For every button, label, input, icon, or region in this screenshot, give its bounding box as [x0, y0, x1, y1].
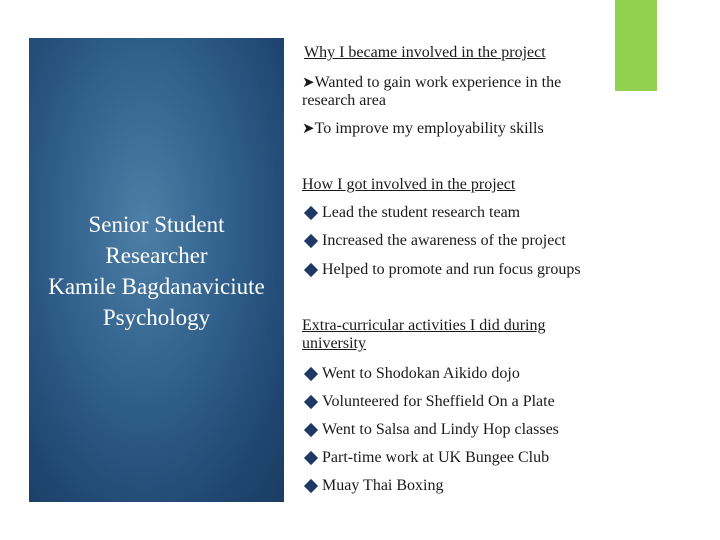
list-item: Part-time work at UK Bungee Club — [302, 449, 549, 467]
list-item: Went to Salsa and Lindy Hop classes — [302, 421, 559, 439]
presenter-title — [29, 209, 284, 333]
accent-bar — [615, 0, 657, 91]
department: Psychology — [102, 305, 211, 330]
arrow-icon: ➤ — [302, 121, 315, 137]
diamond-icon — [304, 451, 318, 465]
section-heading-extracurricular: Extra-curricular activities I did during university — [302, 317, 546, 352]
title-line: Senior Student — [88, 212, 225, 237]
list-item: Muay Thai Boxing — [302, 477, 443, 495]
list-item: Helped to promote and run focus groups — [302, 261, 581, 279]
diamond-icon — [304, 263, 318, 277]
list-item: Volunteered for Sheffield On a Plate — [302, 393, 555, 411]
presenter-name: Kamile Bagdanaviciute — [48, 274, 265, 299]
diamond-icon — [304, 234, 318, 248]
section-heading-how: How I got involved in the project — [302, 176, 516, 193]
diamond-icon — [304, 367, 318, 381]
diamond-icon — [304, 206, 318, 220]
list-item: Increased the awareness of the project — [302, 232, 566, 250]
section-heading-why: Why I became involved in the project — [304, 44, 546, 61]
diamond-icon — [304, 395, 318, 409]
diamond-icon — [304, 479, 318, 493]
list-item: Lead the student research team — [302, 204, 520, 222]
title-line: Researcher — [105, 243, 208, 268]
diamond-icon — [304, 423, 318, 437]
title-panel — [29, 38, 284, 502]
list-item: ➤Wanted to gain work experience in the research area — [302, 74, 562, 109]
list-item: ➤To improve my employability skills — [302, 120, 544, 137]
arrow-icon: ➤ — [302, 75, 315, 91]
list-item: Went to Shodokan Aikido dojo — [302, 365, 520, 383]
